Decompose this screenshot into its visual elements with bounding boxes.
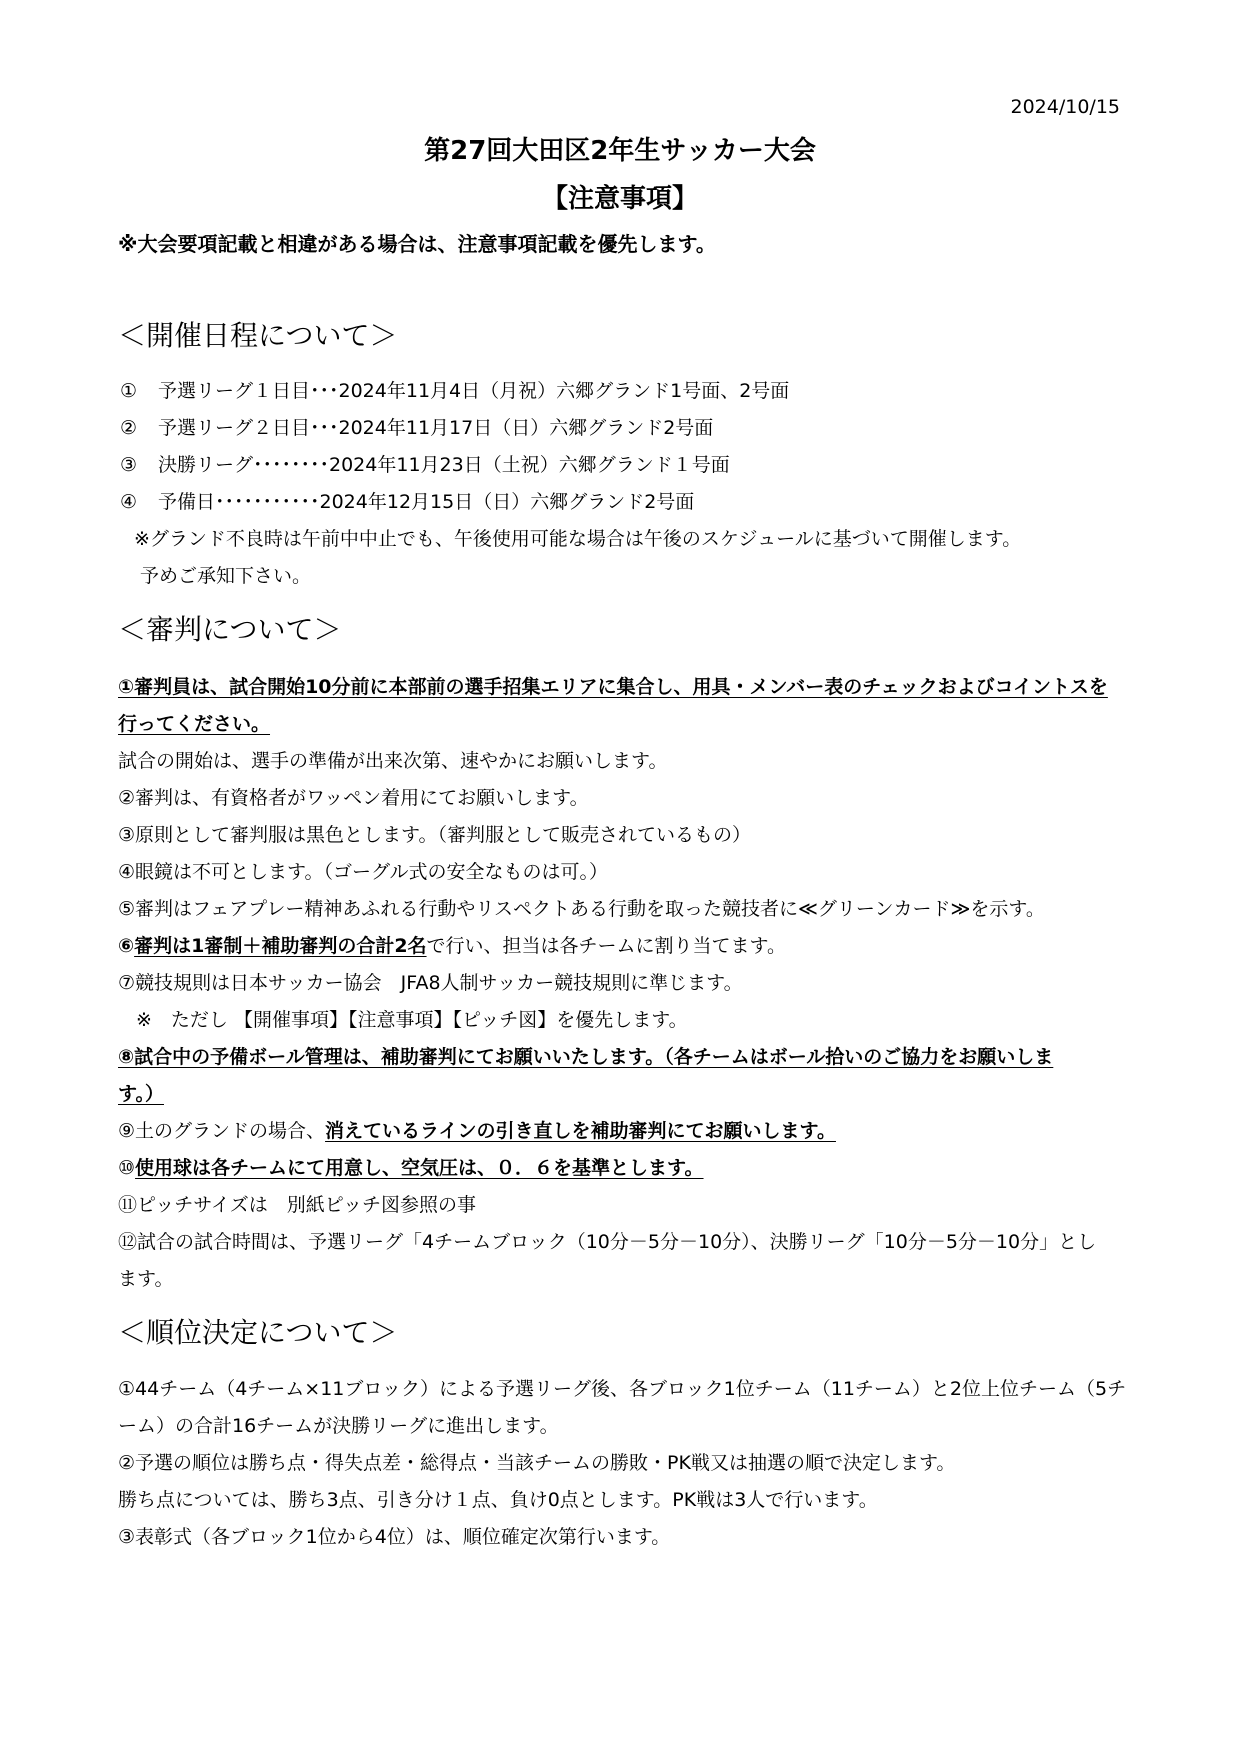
ranking-heading: ＜順位決定について＞ [118, 1316, 398, 1349]
document-title: 第27回大田区2年生サッカー大会 [424, 136, 816, 166]
schedule-item-number: ③ [120, 454, 138, 476]
referee-rule-3: ③原則として審判服は黒色とします。（審判服として販売されているもの） [118, 824, 752, 846]
priority-notice: ※大会要項記載と相違がある場合は、注意事項記載を優先します。 [118, 232, 716, 256]
referee-rule-1-cont: 行ってください。 [118, 713, 271, 735]
schedule-item [120, 450, 730, 477]
referee-rule-12-cont: ます。 [118, 1268, 174, 1290]
referee-rule-11: ⑪ピッチサイズは 別紙ピッチ図参照の事 [118, 1194, 476, 1216]
referee-rule-6-emphasis: 審判は1審制＋補助審判の合計2名 [134, 935, 427, 957]
schedule-item [120, 376, 789, 403]
referee-rule-10 [118, 1153, 704, 1180]
referee-rule-1-note: 試合の開始は、選手の準備が出来次第、速やかにお願いします。 [118, 750, 668, 772]
schedule-item [120, 487, 694, 514]
schedule-note-2: 予めご承知下さい。 [140, 565, 312, 587]
schedule-item-number: ② [120, 417, 138, 439]
document-date: 2024/10/15 [1010, 96, 1120, 118]
ranking-rule-3: ③表彰式（各ブロック1位から4位）は、順位確定次第行います。 [118, 1526, 671, 1548]
ranking-rule-2-note: 勝ち点については、勝ち3点、引き分け１点、負け0点とします。PK戦は3人で行います。 [118, 1489, 878, 1511]
schedule-item-text: 決勝リーグ････････2024年11月23日（土祝）六郷グランド１号面 [158, 454, 730, 476]
referee-rule-6-text: で行い、担当は各チームに割り当てます。 [426, 935, 787, 957]
schedule-item-number: ① [120, 380, 138, 402]
referee-heading: ＜審判について＞ [118, 613, 342, 646]
referee-rule-12: ⑫試合の試合時間は、予選リーグ「4チームブロック（10分－5分－10分）、決勝リーグ「10分－5分－10分」とし [118, 1231, 1097, 1253]
ranking-rule-1: ①44チーム（4チーム×11ブロック）による予選リーグ後、各ブロック1位チーム（11チーム）と2位上位チーム（5チ [118, 1378, 1127, 1400]
ranking-rule-1-cont: ーム）の合計16チームが決勝リーグに進出します。 [118, 1415, 559, 1437]
schedule-note: ※グランド不良時は午前中中止でも、午後使用可能な場合は午後のスケジュールに基づいて開催します。 [134, 528, 1022, 550]
referee-rule-7-note: ※ ただし 【開催事項】【注意事項】【ピッチ図】を優先します。 [136, 1009, 688, 1031]
schedule-item-text: 予備日･･･････････2024年12月15日（日）六郷グランド2号面 [158, 491, 695, 513]
schedule-item-number: ④ [120, 491, 138, 513]
referee-rule-8-cont: す。） [118, 1083, 164, 1105]
referee-rule-7: ⑦競技規則は日本サッカー協会 JFA8人制サッカー競技規則に準じます。 [118, 972, 743, 994]
referee-rule-4: ④眼鏡は不可とします。（ゴーグル式の安全なものは可。） [118, 861, 608, 883]
referee-rule-6 [118, 931, 786, 958]
referee-rule-10-emphasis: 使用球は各チームにて用意し、空気圧は、０．６を基準とします。 [135, 1157, 704, 1179]
schedule-heading: ＜開催日程について＞ [118, 319, 398, 352]
schedule-item [120, 413, 713, 440]
referee-rule-9-text: ⑨土のグランドの場合、 [118, 1120, 326, 1142]
document-subtitle: 【注意事項】 [541, 184, 698, 214]
referee-rule-8: ⑧試合中の予備ボール管理は、補助審判にてお願いいたします。（各チームはボール拾いのご協力をお願いしま [118, 1046, 1054, 1068]
ranking-rule-2: ②予選の順位は勝ち点・得失点差・総得点・当該チームの勝敗・PK戦又は抽選の順で決定します。 [118, 1452, 956, 1474]
referee-rule-9 [118, 1116, 836, 1143]
schedule-item-text: 予選リーグ１日目･･･2024年11月4日（月祝）六郷グランド1号面、2号面 [158, 380, 790, 402]
referee-rule-10-number: ⑩ [118, 1157, 136, 1179]
schedule-item-text: 予選リーグ２日目･･･2024年11月17日（日）六郷グランド2号面 [158, 417, 714, 439]
referee-rule-5: ⑤審判はフェアプレー精神あふれる行動やリスペクトある行動を取った競技者に≪グリーンカード≫を示す。 [118, 898, 1045, 920]
referee-rule-9-emphasis: 消えているラインの引き直しを補助審判にてお願いします。 [325, 1120, 836, 1142]
referee-rule-6-number: ⑥ [118, 935, 135, 957]
referee-rule-1: ①審判員は、試合開始10分前に本部前の選手招集エリアに集合し、用具・メンバー表のチェックおよびコイントスを [118, 676, 1108, 698]
referee-rule-2: ②審判は、有資格者がワッペン着用にてお願いします。 [118, 787, 589, 809]
